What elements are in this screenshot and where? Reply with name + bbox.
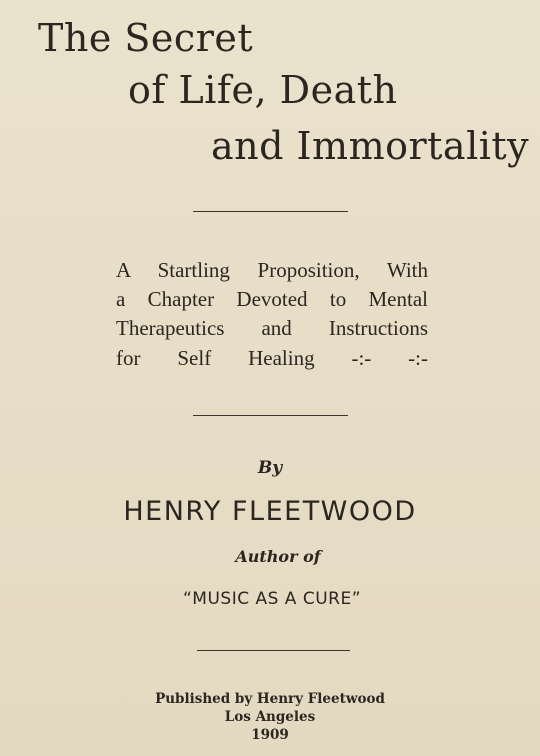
subtitle-line-2: a Chapter Devoted to Mental	[116, 287, 428, 311]
title-line-3: and Immortality	[211, 124, 530, 168]
publication-place: Los Angeles	[224, 709, 316, 725]
author-name: HENRY FLEETWOOD	[123, 496, 417, 527]
subtitle-line-3: Therapeutics and Instructions	[116, 316, 428, 340]
subtitle-line-4: for Self Healing -:- -:-	[116, 346, 428, 370]
publisher-line: Published by Henry Fleetwood	[155, 691, 385, 707]
title-line-1: The Secret	[38, 16, 254, 60]
other-work-title: “MUSIC AS A CURE”	[182, 589, 362, 609]
divider-rule	[193, 415, 348, 416]
subtitle-line-1: A Startling Proposition, With	[116, 258, 428, 282]
title-line-2: of Life, Death	[128, 68, 398, 112]
divider-rule	[197, 650, 350, 651]
author-of-label: Author of	[235, 547, 321, 566]
divider-rule	[193, 211, 348, 212]
publication-year: 1909	[251, 727, 289, 743]
by-label: By	[257, 458, 283, 478]
